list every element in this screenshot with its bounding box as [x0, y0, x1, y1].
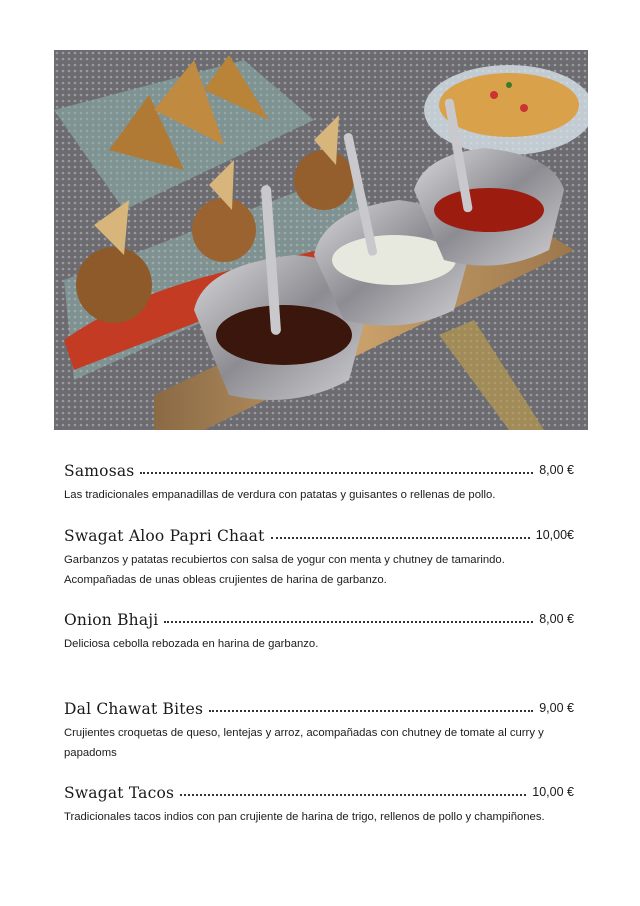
food-photo-icon	[54, 50, 588, 430]
item-description: Garbanzos y patatas recubiertos con salsa de yogur con menta y chutney de tamarindo. Acompañadas de unas obleas crujientes de harina de garbanzo.	[64, 554, 505, 586]
item-name: Swagat Tacos	[64, 784, 175, 802]
menu-item-onion-bhaji	[64, 606, 574, 654]
item-description: Deliciosa cebolla rebozada en harina de garbanzo.	[64, 638, 319, 650]
item-price: 10,00€	[535, 528, 574, 542]
item-description: Crujientes croquetas de queso, lentejas y arroz, acompañadas con chutney de tomate al curry y papadoms	[64, 727, 544, 759]
item-price: 8,00 €	[539, 612, 574, 626]
food-photo	[54, 50, 588, 430]
item-price: 8,00 €	[539, 463, 574, 477]
item-name: Dal Chawat Bites	[64, 700, 204, 718]
menu-item-dal-chawat-bites	[64, 695, 574, 763]
item-name: Onion Bhaji	[64, 611, 159, 629]
item-price: 9,00 €	[539, 701, 574, 715]
item-price: 10,00 €	[532, 785, 574, 799]
item-name: Swagat Aloo Papri Chaat	[64, 527, 265, 545]
menu-item-samosas	[64, 457, 574, 505]
leader-dots	[271, 537, 530, 539]
item-description: Las tradicionales empanadillas de verdura con patatas y guisantes o rellenas de pollo.	[64, 489, 496, 501]
menu-item-aloo-papri-chaat	[64, 522, 574, 590]
item-description: Tradicionales tacos indios con pan crujiente de harina de trigo, rellenos de pollo y champiñones.	[64, 811, 545, 823]
leader-dots	[209, 710, 533, 712]
leader-dots	[164, 621, 533, 623]
leader-dots	[180, 794, 526, 796]
leader-dots	[140, 472, 533, 474]
menu-item-swagat-tacos	[64, 779, 574, 827]
item-name: Samosas	[64, 462, 135, 480]
